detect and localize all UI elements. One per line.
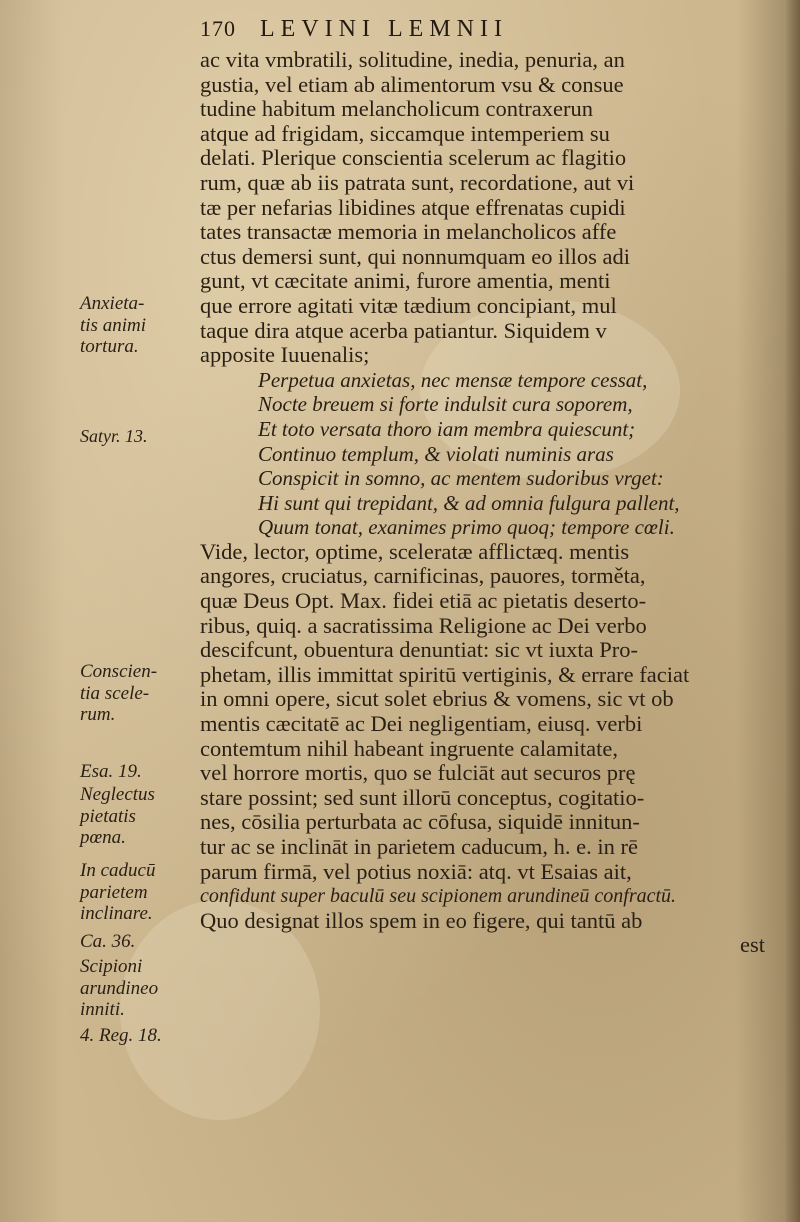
page-edge <box>786 0 800 1222</box>
verse-line: Quum tonat, exanimes primo quoq; tempore cœli. <box>258 515 675 540</box>
margin-note-esa <box>80 761 190 783</box>
text-line: contemtum nihil habeant ingruente calamitate, <box>200 736 618 761</box>
text-line: tæ per nefarias libidines atque effrenatas cupidi <box>200 195 626 220</box>
text-line: ac vita vmbratili, solitudine, inedia, penuria, an <box>200 48 625 72</box>
catchword: est <box>740 933 765 958</box>
margin-note-conscientia <box>80 661 190 726</box>
note-line: pietatis <box>80 805 136 827</box>
text-line: tudine habitum melancholicum contraxerun <box>200 97 594 122</box>
running-title: LEVINI LEMNII <box>260 16 508 42</box>
page-number: 170 <box>200 16 236 41</box>
text-line: phetam, illis immittat spiritū vertiginis, & errare faciat <box>200 662 690 687</box>
note-line: tortura. <box>80 336 139 357</box>
note-line: parietem <box>80 881 148 903</box>
note-line: 4. Reg. 18. <box>80 1025 162 1046</box>
margin-note-neglectus <box>80 784 190 849</box>
note-line: Neglectus <box>80 784 155 805</box>
text-line: mentis cæcitatē ac Dei negligentiam, eiusq. verbi <box>200 712 643 737</box>
text-line: ribus, quiq. a sacratissima Religione ac Dei verbo <box>200 613 647 638</box>
text-line: vel horrore mortis, quo se fulciāt aut securos prę <box>200 761 636 786</box>
margin-note-reg <box>80 1025 190 1047</box>
text-line: descifcunt, obuentura denuntiat: sic vt iuxta Pro- <box>200 638 639 663</box>
note-line: tia scele- <box>80 682 150 704</box>
verse-line: Nocte breuem si forte indulsit cura soporem, <box>258 392 633 417</box>
text-line: tates transactæ memoria in melancholicos affe <box>200 220 617 245</box>
text-line: taque dira atque acerba patiantur. Siquidem v <box>200 318 607 343</box>
margin-note-satyr <box>80 426 190 448</box>
text-line: Quo designat illos spem in eo figere, qui tantū ab <box>200 908 643 933</box>
text-line: que errore agitati vitæ tædium concipiant, mul <box>200 293 617 318</box>
note-line: inclinare. <box>80 903 153 924</box>
note-line: arundineo <box>80 977 159 999</box>
note-line: Conscien- <box>80 661 158 682</box>
text-line: ctus demersi sunt, qui nonnumquam eo illos adi <box>200 244 630 269</box>
note-line: Anxieta- <box>80 293 145 314</box>
text-line: confidunt super baculū seu scipionem arundineū confractū. <box>200 885 677 908</box>
running-header <box>200 16 760 48</box>
verse-line: Et toto versata thoro iam membra quiescunt; <box>258 416 636 441</box>
note-line: tis animi <box>80 314 146 336</box>
margin-note-ca36 <box>80 931 190 953</box>
text-line: delati. Plerique conscientia scelerum ac flagitio <box>200 146 627 171</box>
text-line: parum firmā, vel potius noxiā: atq. vt Esaias ait, <box>200 859 632 884</box>
text-line: nes, cōsilia perturbata ac cōfusa, siquidē innitun- <box>200 810 640 835</box>
margin-note-incaducum <box>80 860 190 925</box>
text-line: Vide, lector, optime, sceleratæ afflictæq. mentis <box>200 539 630 564</box>
verse-line: Perpetua anxietas, nec mensæ tempore cessat, <box>258 367 648 392</box>
note-line: Satyr. 13. <box>80 426 148 446</box>
text-line: angores, cruciatus, carnificinas, pauores, torměta, <box>200 564 646 589</box>
text-line: tur ac se inclināt in parietem caducum, h. e. in rē <box>200 835 638 859</box>
text-line: rum, quæ ab iis patrata sunt, recordatione, aut vi <box>200 170 635 195</box>
margin-note-scipioni <box>80 956 190 1021</box>
note-line: Esa. 19. <box>80 761 142 782</box>
text-line: gustia, vel etiam ab alimentorum vsu & consue <box>200 72 624 97</box>
note-line: rum. <box>80 704 116 725</box>
text-line: atque ad frigidam, siccamque intemperiem su <box>200 121 610 146</box>
note-line: pœna. <box>80 827 126 848</box>
text-line: gunt, vt cæcitate animi, furore amentia, menti <box>200 269 611 294</box>
main-text <box>200 48 785 958</box>
text-line: quæ Deus Opt. Max. fidei etiā ac pietatis deserto- <box>200 589 647 614</box>
note-line: Ca. 36. <box>80 931 136 952</box>
marginal-notes <box>0 0 185 1222</box>
verse-line: Conspicit in somno, ac mentem sudoribus vrget: <box>258 466 664 491</box>
note-line: inniti. <box>80 999 125 1020</box>
margin-note-anxietas <box>80 293 190 358</box>
note-line: Scipioni <box>80 956 143 977</box>
text-line: in omni opere, sicut solet ebrius & vomens, sic vt ob <box>200 687 674 712</box>
note-line: In caducū <box>80 860 156 881</box>
verse-line: Hi sunt qui trepidant, & ad omnia fulgura pallent, <box>258 490 680 515</box>
verse-line: Continuo templum, & violati numinis aras <box>258 441 614 466</box>
text-line: stare possint; sed sunt illorū conceptus, cogitatio- <box>200 785 645 810</box>
text-line: apposite Iuuenalis; <box>200 343 370 368</box>
